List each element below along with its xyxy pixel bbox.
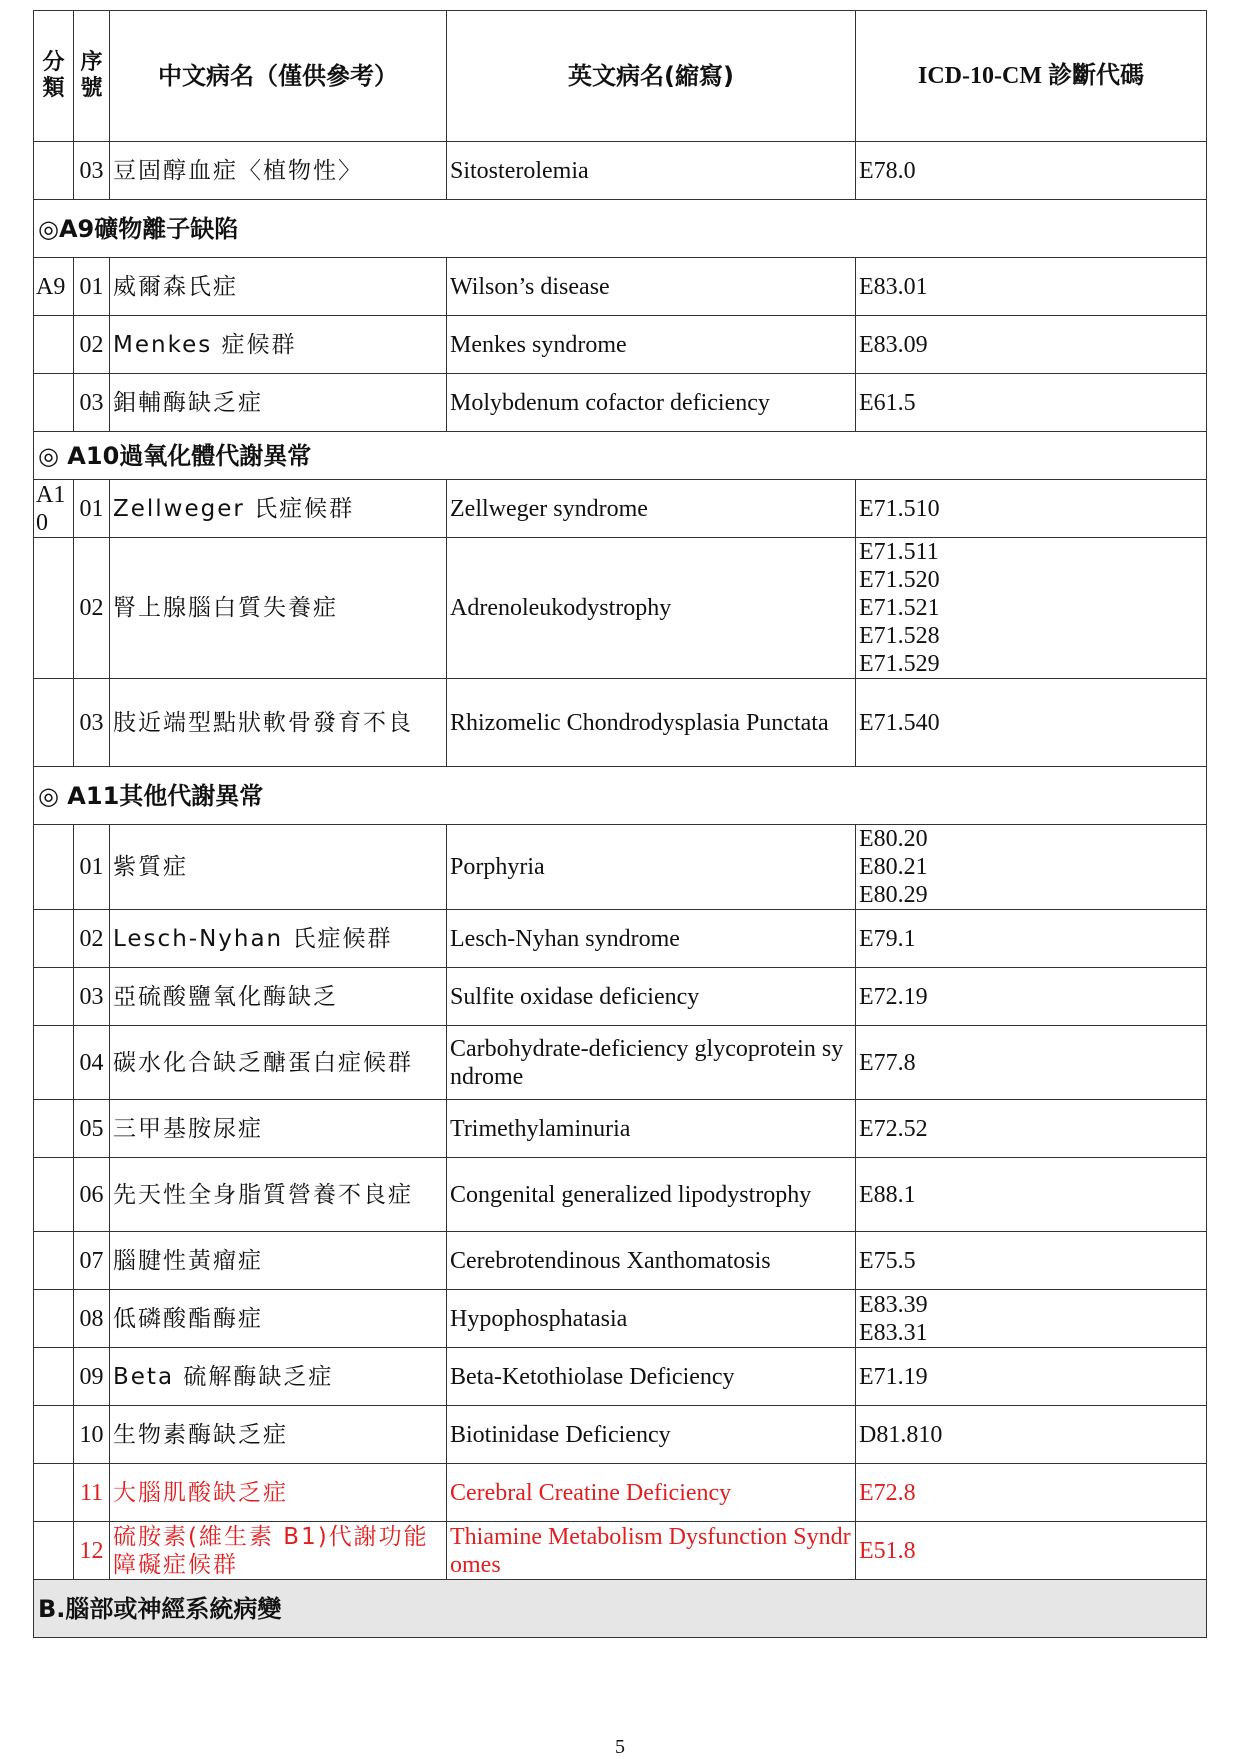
header-category <box>34 11 74 142</box>
cell-en: Hypophosphatasia <box>447 1290 856 1348</box>
section-row <box>34 767 1207 825</box>
header-row <box>34 11 1207 142</box>
cell-zh: 肢近端型點狀軟骨發育不良 <box>110 679 447 767</box>
cell-seq: 03 <box>74 142 110 200</box>
table-row <box>34 968 1207 1026</box>
cell-seq: 03 <box>74 374 110 432</box>
section-title: B.腦部或神經系統病變 <box>34 1580 1207 1638</box>
table-row <box>34 1158 1207 1232</box>
cell-code: E51.8 <box>856 1522 1207 1580</box>
cell-seq: 02 <box>74 316 110 374</box>
cell-zh: Zellweger 氏症候群 <box>110 480 447 538</box>
cell-seq: 10 <box>74 1406 110 1464</box>
cell-code: E61.5 <box>856 374 1207 432</box>
header-seq <box>74 11 110 142</box>
table-row <box>34 1232 1207 1290</box>
table-row <box>34 374 1207 432</box>
table-row <box>34 1464 1207 1522</box>
cell-code: E88.1 <box>856 1158 1207 1232</box>
cell-seq: 11 <box>74 1464 110 1522</box>
cell-category <box>34 910 74 968</box>
cell-code: E78.0 <box>856 142 1207 200</box>
cell-en: Sitosterolemia <box>447 142 856 200</box>
table-row <box>34 1406 1207 1464</box>
cell-zh: 大腦肌酸缺乏症 <box>110 1464 447 1522</box>
cell-zh: 低磷酸酯酶症 <box>110 1290 447 1348</box>
cell-seq: 07 <box>74 1232 110 1290</box>
cell-category: A9 <box>34 258 74 316</box>
cell-zh: 鉬輔酶缺乏症 <box>110 374 447 432</box>
cell-en: Molybdenum cofactor deficiency <box>447 374 856 432</box>
cell-category <box>34 316 74 374</box>
cell-category <box>34 538 74 679</box>
cell-en: Wilson’s disease <box>447 258 856 316</box>
cell-code: E72.52 <box>856 1100 1207 1158</box>
cell-zh: Menkes 症候群 <box>110 316 447 374</box>
cell-code: E72.8 <box>856 1464 1207 1522</box>
cell-zh: 腦腱性黃瘤症 <box>110 1232 447 1290</box>
cell-zh: 碳水化合缺乏醣蛋白症候群 <box>110 1026 447 1100</box>
cell-category <box>34 1406 74 1464</box>
cell-category <box>34 374 74 432</box>
cell-en: Zellweger syndrome <box>447 480 856 538</box>
cell-category <box>34 1464 74 1522</box>
cell-code: D81.810 <box>856 1406 1207 1464</box>
section-row <box>34 432 1207 480</box>
cell-code: E79.1 <box>856 910 1207 968</box>
cell-en: Biotinidase Deficiency <box>447 1406 856 1464</box>
section-row <box>34 200 1207 258</box>
cell-zh: Lesch-Nyhan 氏症候群 <box>110 910 447 968</box>
cell-seq: 04 <box>74 1026 110 1100</box>
cell-category <box>34 825 74 910</box>
cell-seq: 01 <box>74 825 110 910</box>
cell-en: Menkes syndrome <box>447 316 856 374</box>
cell-seq: 08 <box>74 1290 110 1348</box>
cell-zh: 豆固醇血症〈植物性〉 <box>110 142 447 200</box>
cell-seq: 03 <box>74 968 110 1026</box>
cell-zh: 硫胺素(維生素 B1)代謝功能障礙症候群 <box>110 1522 447 1580</box>
table-row <box>34 142 1207 200</box>
table-row <box>34 480 1207 538</box>
cell-seq: 06 <box>74 1158 110 1232</box>
cell-code: E83.01 <box>856 258 1207 316</box>
header-code: ICD-10-CM 診斷代碼 <box>856 11 1207 142</box>
cell-category <box>34 1290 74 1348</box>
cell-en: Trimethylaminuria <box>447 1100 856 1158</box>
cell-en: Rhizomelic Chondrodysplasia Punctata <box>447 679 856 767</box>
cell-code: E75.5 <box>856 1232 1207 1290</box>
table-row <box>34 825 1207 910</box>
header-category-text: 分類 <box>42 50 65 101</box>
cell-seq: 02 <box>74 538 110 679</box>
table-row <box>34 1522 1207 1580</box>
cell-en: Cerebrotendinous Xanthomatosis <box>447 1232 856 1290</box>
cell-category <box>34 1232 74 1290</box>
cell-category: A10 <box>34 480 74 538</box>
table-row <box>34 1100 1207 1158</box>
cell-en: Lesch-Nyhan syndrome <box>447 910 856 968</box>
cell-en: Cerebral Creatine Deficiency <box>447 1464 856 1522</box>
cell-seq: 03 <box>74 679 110 767</box>
cell-code: E71.511 E71.520 E71.521 E71.528 E71.529 <box>856 538 1207 679</box>
cell-code: E77.8 <box>856 1026 1207 1100</box>
cell-zh: 紫質症 <box>110 825 447 910</box>
cell-category <box>34 968 74 1026</box>
cell-seq: 01 <box>74 258 110 316</box>
cell-en: Beta-Ketothiolase Deficiency <box>447 1348 856 1406</box>
cell-en: Sulfite oxidase deficiency <box>447 968 856 1026</box>
cell-code: E71.540 <box>856 679 1207 767</box>
cell-category <box>34 1100 74 1158</box>
cell-seq: 02 <box>74 910 110 968</box>
cell-zh: 先天性全身脂質營養不良症 <box>110 1158 447 1232</box>
table-row <box>34 910 1207 968</box>
table-row <box>34 1290 1207 1348</box>
cell-zh: 三甲基胺尿症 <box>110 1100 447 1158</box>
disease-table <box>33 10 1207 1638</box>
cell-category <box>34 1026 74 1100</box>
cell-code: E83.39 E83.31 <box>856 1290 1207 1348</box>
cell-zh: 威爾森氏症 <box>110 258 447 316</box>
cell-seq: 05 <box>74 1100 110 1158</box>
header-zh: 中文病名（僅供參考） <box>110 11 447 142</box>
cell-zh: 生物素酶缺乏症 <box>110 1406 447 1464</box>
cell-zh: 腎上腺腦白質失養症 <box>110 538 447 679</box>
table-row <box>34 1348 1207 1406</box>
table-row <box>34 258 1207 316</box>
cell-category <box>34 1158 74 1232</box>
cell-zh: 亞硫酸鹽氧化酶缺乏 <box>110 968 447 1026</box>
header-seq-text: 序號 <box>80 50 103 101</box>
table-row <box>34 1026 1207 1100</box>
cell-en: Adrenoleukodystrophy <box>447 538 856 679</box>
cell-en: Thiamine Metabolism Dysfunction Syndromes <box>447 1522 856 1580</box>
cell-seq: 12 <box>74 1522 110 1580</box>
cell-en: Congenital generalized lipodystrophy <box>447 1158 856 1232</box>
cell-en: Carbohydrate-deficiency glycoprotein syndrome <box>447 1026 856 1100</box>
cell-seq: 09 <box>74 1348 110 1406</box>
table-row <box>34 679 1207 767</box>
cell-category <box>34 142 74 200</box>
page-number: 5 <box>615 1736 625 1758</box>
cell-code: E71.510 <box>856 480 1207 538</box>
section-row <box>34 1580 1207 1638</box>
section-title: ◎ A11其他代謝異常 <box>34 767 1207 825</box>
cell-code: E71.19 <box>856 1348 1207 1406</box>
cell-code: E80.20 E80.21 E80.29 <box>856 825 1207 910</box>
section-title: ◎A9礦物離子缺陷 <box>34 200 1207 258</box>
cell-code: E72.19 <box>856 968 1207 1026</box>
table-row <box>34 316 1207 374</box>
section-title: ◎ A10過氧化體代謝異常 <box>34 432 1207 480</box>
cell-category <box>34 1348 74 1406</box>
cell-code: E83.09 <box>856 316 1207 374</box>
cell-category <box>34 679 74 767</box>
cell-en: Porphyria <box>447 825 856 910</box>
cell-category <box>34 1522 74 1580</box>
table-row <box>34 538 1207 679</box>
header-en: 英文病名(縮寫) <box>447 11 856 142</box>
cell-seq: 01 <box>74 480 110 538</box>
cell-zh: Beta 硫解酶缺乏症 <box>110 1348 447 1406</box>
